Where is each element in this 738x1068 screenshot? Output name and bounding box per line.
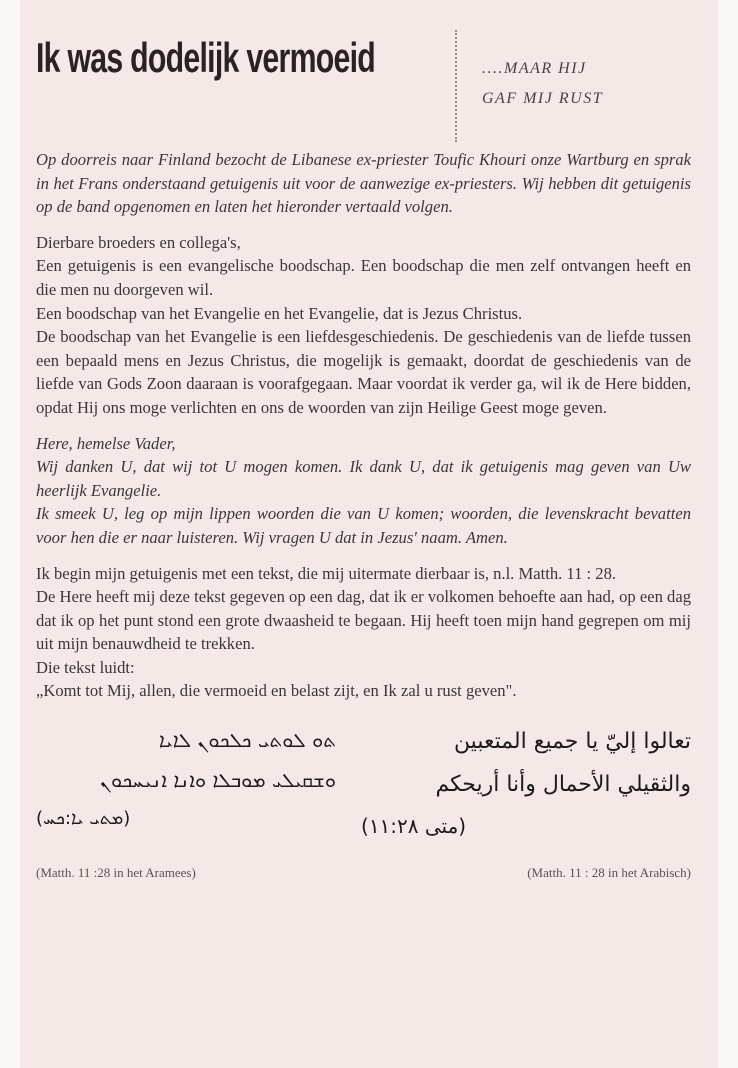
arabic-verse-line-2: والثقيلي الأحمال وأنا أريحكم: [435, 772, 691, 798]
prayer-text: Wij danken U, dat wij tot U mogen komen. Ik dank U, dat ik getuigenis mag geven van Uw heerlijk Evangelie.: [36, 457, 691, 500]
body-paragraph: Die tekst luidt:: [36, 657, 135, 677]
body-paragraph: Een boodschap van het Evangelie en het Evangelie, dat is Jezus Christus.: [36, 303, 523, 323]
bible-quote: „Komt tot Mij, allen, die vermoeid en belast zijt, en Ik zal u rust geven".: [36, 681, 517, 701]
verse-block: [36, 725, 691, 841]
body-paragraph: De boodschap van het Evangelie is een liefdesgeschiedenis. De geschiedenis van de liefde tussen een bepaald mens en Jezus Christus, die mogelijk is gemaakt, doordat de geschiedenis van de liefde van Gods Zoon daaraan is voorafgegaan. Maar voordat ik verder ga, wil ik de Here bidden, opdat Hij ons moge verlichten en ons de woorden van zijn Heilige Geest moge geven.: [36, 327, 691, 417]
subtitle-line-2: GAF MIJ RUST: [482, 90, 604, 107]
prayer-address: Here, hemelse Vader,: [36, 433, 176, 453]
caption-row: [36, 865, 691, 881]
article-flow: [36, 148, 691, 881]
body-paragraph: De Here heeft mij deze tekst gegeven op een dag, dat ik er volkomen behoefte aan had, op een dag dat ik op het punt stond een grote dwaasheid te begaan. Hij heeft toen mijn hand gegrepen om mij uit mijn benauwdheid te trekken.: [36, 587, 691, 654]
arabic-verse-reference: (متى ١١:٢٨): [361, 814, 467, 839]
article-title: Ik was dodelijk vermoeid: [36, 34, 376, 81]
aramaic-verse-reference: (ܡܬܝ ܝܐ:ܟܚ): [36, 808, 131, 830]
body-paragraph: Ik begin mijn getuigenis met een tekst, die mij uitermate dierbaar is, n.l. Matth. 11 : 28.: [36, 563, 617, 583]
prayer-text: Ik smeek U, leg op mijn lippen woorden die van U komen; woorden, die levenskracht bevatten voor hen die er naar luisteren. Wij vragen U dat in Jezus' naam. Amen.: [36, 504, 691, 547]
aramaic-column: [36, 725, 336, 841]
aramaic-verse-line-1: ܬܘ ܠܘܬܝ ܟܠܟܘܢ ܠܐܝܐ: [158, 728, 336, 753]
aramaic-verse-line-2: ܘܫܩܝܠܝ ܡܘܒܠܐ ܘܐܢܐ ܐܢܝܚܟܘܢ: [100, 768, 336, 793]
article-body: [36, 148, 691, 703]
salutation: Dierbare broeders en collega's,: [36, 232, 241, 252]
aramaic-caption: (Matth. 11 :28 in het Aramees): [36, 865, 196, 881]
dotted-divider: [455, 30, 457, 142]
arabic-caption: (Matth. 11 : 28 in het Arabisch): [527, 865, 691, 881]
body-paragraph: Een getuigenis is een evangelische boodschap. Een boodschap die men zelf ontvangen heeft en die men nu doorgeven wil.: [36, 256, 691, 299]
intro-paragraph: Op doorreis naar Finland bezocht de Libanese ex-priester Toufic Khouri onze Wartburg en sprak in het Frans onderstaand getuigenis uit voor de aanwezige ex-priesters. Wij hebben dit getuigenis op de band opgenomen en laten het hieronder vertaald volgen.: [36, 150, 691, 217]
subtitle-line-1: ....MAAR HIJ: [482, 60, 587, 77]
arabic-verse-line-1: تعالوا إليّ يا جميع المتعبين: [453, 729, 691, 755]
arabic-column: [361, 725, 691, 841]
